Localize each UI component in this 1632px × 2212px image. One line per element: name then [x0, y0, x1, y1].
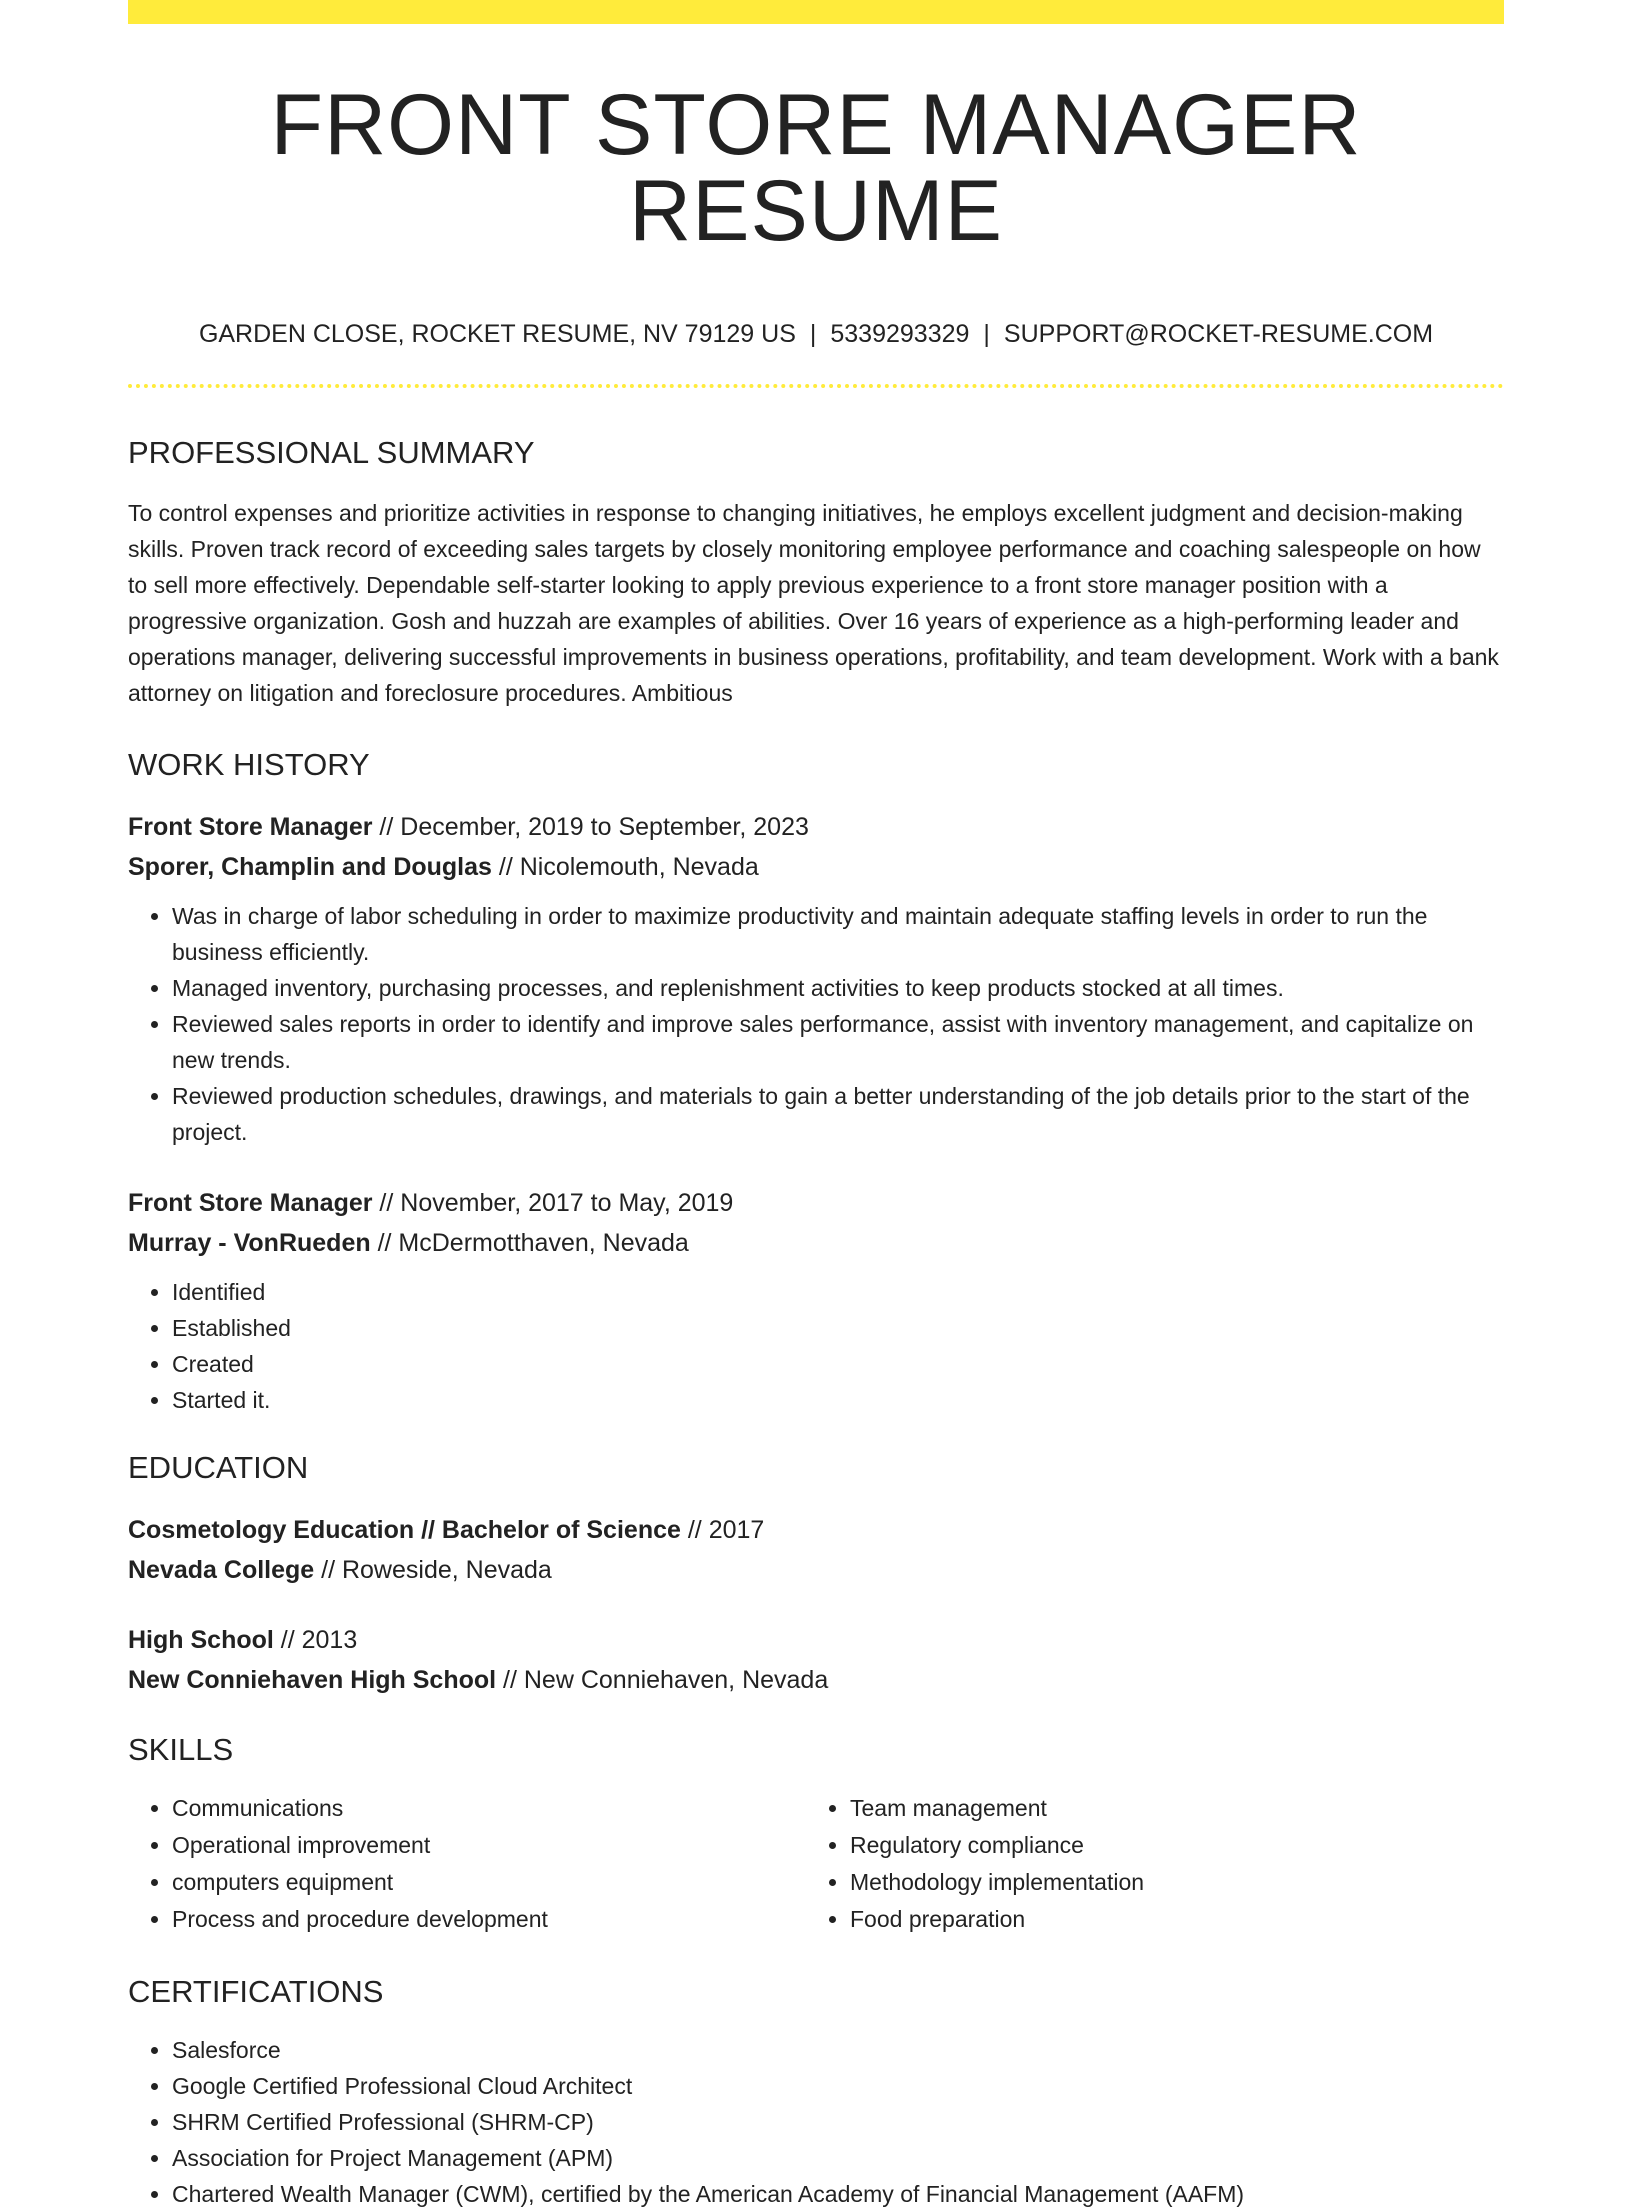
education-school-line [128, 1550, 1504, 1590]
job-entry [128, 1183, 1504, 1418]
certification-item: • Association for Project Management (APM) [172, 2140, 1504, 2176]
job-bullet: • Established [172, 1310, 1504, 1346]
skill-item: • Methodology implementation [850, 1864, 1484, 1901]
skill-item: • Operational improvement [172, 1827, 806, 1864]
job-bullet: • Identified [172, 1274, 1504, 1310]
skill-item: • Food preparation [850, 1901, 1484, 1938]
job-dates: // December, 2019 to September, 2023 [372, 813, 809, 841]
contact-line [128, 322, 1504, 347]
skills-list-right [806, 1790, 1484, 1938]
certification-item: • Salesforce [172, 2032, 1504, 2068]
top-accent-bar [128, 0, 1504, 24]
job-dates: // November, 2017 to May, 2019 [372, 1189, 734, 1217]
certification-item: • Google Certified Professional Cloud Architect [172, 2068, 1504, 2104]
job-company-line [128, 847, 1504, 887]
resume-page [128, 0, 1504, 2212]
education-entry [128, 1620, 1504, 1700]
education-school-line [128, 1660, 1504, 1700]
resume-title: FRONT STORE MANAGER RESUME [270, 77, 1362, 259]
education-entry [128, 1510, 1504, 1590]
skill-item: • Regulatory compliance [850, 1827, 1484, 1864]
contact-separator: | [983, 320, 990, 348]
education-degree-line [128, 1620, 1504, 1660]
job-title-line [128, 1183, 1504, 1223]
skills-columns [128, 1790, 1504, 1938]
contact-phone: 5339293329 [830, 320, 970, 348]
job-title: Front Store Manager [128, 1189, 373, 1217]
certification-item: • SHRM Certified Professional (SHRM-CP) [172, 2104, 1504, 2140]
certification-item: • Chartered Wealth Manager (CWM), certified by the American Academy of Financial Management (AAFM) [172, 2176, 1504, 2212]
education-school: Nevada College [128, 1556, 315, 1584]
work-history-heading: WORK HISTORY [128, 747, 370, 782]
job-bullets [128, 898, 1504, 1150]
contact-address: GARDEN CLOSE, ROCKET RESUME, NV 79129 US [198, 320, 796, 348]
job-bullet: • Was in charge of labor scheduling in order to maximize productivity and maintain adequate staffing levels in order to run the business efficiently. [172, 898, 1504, 970]
education-year: // 2013 [273, 1626, 358, 1654]
job-company: Murray - VonRueden [128, 1229, 371, 1257]
job-bullet: • Managed inventory, purchasing processes, and replenishment activities to keep products stocked at all times. [172, 970, 1504, 1006]
certifications-heading: CERTIFICATIONS [128, 1974, 384, 2009]
education-degree: High School [128, 1626, 274, 1654]
job-entry [128, 807, 1504, 1150]
contact-separator: | [809, 320, 817, 348]
skill-item: • Communications [172, 1790, 806, 1827]
job-bullet: • Reviewed production schedules, drawings, and materials to gain a better understanding of the job details prior to the start of the project. [172, 1078, 1504, 1150]
job-location: // McDermotthaven, Nevada [370, 1229, 689, 1257]
skill-item: • Process and procedure development [172, 1901, 806, 1938]
job-company: Sporer, Champlin and Douglas [128, 853, 492, 881]
skills-list-left [128, 1790, 806, 1938]
summary-heading: PROFESSIONAL SUMMARY [128, 435, 535, 470]
certifications-list [128, 2032, 1504, 2212]
education-year: // 2017 [680, 1516, 765, 1544]
job-bullet: • Started it. [172, 1382, 1504, 1418]
skills-heading: SKILLS [128, 1732, 234, 1767]
education-school: New Conniehaven High School [128, 1666, 497, 1694]
education-location: // New Conniehaven, Nevada [496, 1666, 829, 1694]
dotted-divider [128, 384, 1504, 388]
skill-item: • Team management [850, 1790, 1484, 1827]
contact-email: SUPPORT@ROCKET-RESUME.COM [1003, 320, 1434, 348]
education-degree: Cosmetology Education // Bachelor of Science [128, 1516, 681, 1544]
job-bullet: • Created [172, 1346, 1504, 1382]
job-bullet: • Reviewed sales reports in order to identify and improve sales performance, assist with inventory management, and capitalize on new trends. [172, 1006, 1504, 1078]
education-location: // Roweside, Nevada [314, 1556, 552, 1584]
job-bullets [128, 1274, 1504, 1418]
education-degree-line [128, 1510, 1504, 1550]
job-title: Front Store Manager [128, 813, 373, 841]
job-company-line [128, 1223, 1504, 1263]
summary-text: To control expenses and prioritize activities in response to changing initiatives, he employs excellent judgment and decision-making skills. Proven track record of exceeding sales targets by closely monitoring employee performance and coaching salespeople on how to sell more effectively. Dependable self-starter looking to apply previous experience to a front store manager position with a progressive organization. Gosh and huzzah are examples of abilities. Over 16 years of experience as a high-performing leader and operations manager, delivering successful improvements in business operations, profitability, and team development. Work with a bank attorney on litigation and foreclosure procedures. Ambitious [128, 500, 1499, 706]
job-title-line [128, 807, 1504, 847]
skill-item: • computers equipment [172, 1864, 806, 1901]
education-heading: EDUCATION [128, 1450, 309, 1485]
job-location: // Nicolemouth, Nevada [491, 853, 759, 881]
